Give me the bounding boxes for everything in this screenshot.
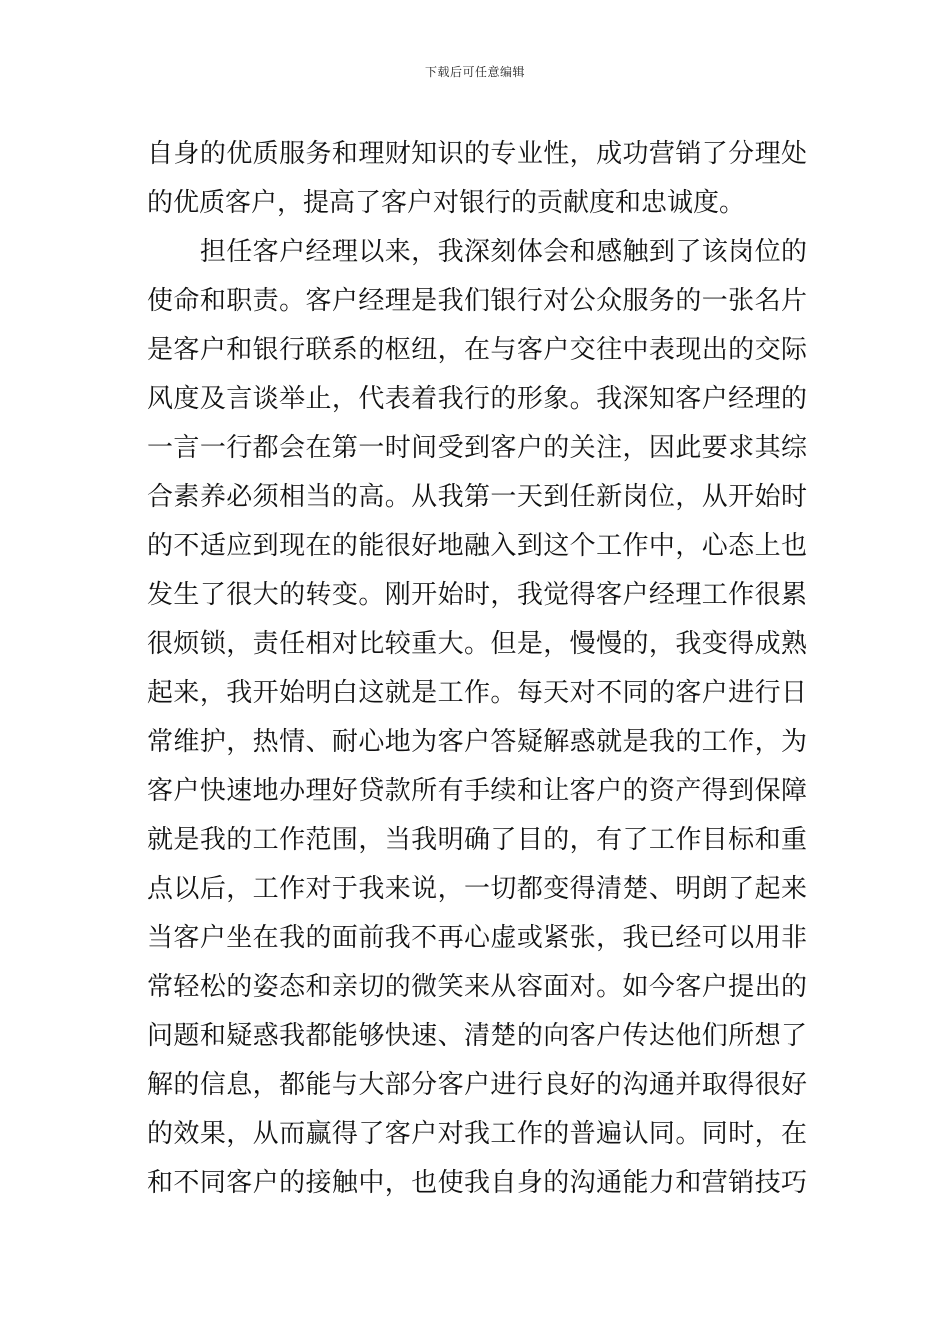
text-line-10: 发生了很大的转变。刚开始时，我觉得客户经理工作很累 [147,580,807,610]
text-line-20: 解的信息，都能与大部分客户进行良好的沟通并取得很好 [147,1070,807,1100]
text-line-3: 担任客户经理以来，我深刻体会和感触到了该岗位的 [147,237,807,267]
text-line-9: 的不适应到现在的能很好地融入到这个工作中，心态上也 [147,531,807,561]
text-line-4: 使命和职责。客户经理是我们银行对公众服务的一张名片 [147,286,807,316]
text-line-18: 常轻松的姿态和亲切的微笑来从容面对。如今客户提出的 [147,972,807,1002]
text-line-19: 问题和疑惑我都能够快速、清楚的向客户传达他们所想了 [147,1021,807,1051]
text-line-7: 一言一行都会在第一时间受到客户的关注，因此要求其综 [147,433,807,463]
text-line-21: 的效果，从而赢得了客户对我工作的普遍认同。同时，在 [147,1119,807,1149]
text-line-15: 就是我的工作范围，当我明确了目的，有了工作目标和重 [147,825,807,855]
document-body [147,130,807,1208]
text-line-5: 是客户和银行联系的枢纽，在与客户交往中表现出的交际 [147,335,807,365]
text-line-1: 自身的优质服务和理财知识的专业性，成功营销了分理处 [147,139,807,169]
text-line-11: 很烦锁，责任相对比较重大。但是，慢慢的，我变得成熟 [147,629,807,659]
text-line-6: 风度及言谈举止，代表着我行的形象。我深知客户经理的 [147,384,807,414]
text-line-17: 当客户坐在我的面前我不再心虚或紧张，我已经可以用非 [147,923,807,953]
text-line-13: 常维护，热情、耐心地为客户答疑解惑就是我的工作，为 [147,727,807,757]
text-line-14: 客户快速地办理好贷款所有手续和让客户的资产得到保障 [147,776,807,806]
text-line-16: 点以后，工作对于我来说，一切都变得清楚、明朗了起来 [147,874,807,904]
text-line-2: 的优质客户，提高了客户对银行的贡献度和忠诚度。 [147,188,746,218]
page-header: 下载后可任意编辑 [424,65,525,79]
text-line-22: 和不同客户的接触中，也使我自身的沟通能力和营销技巧 [147,1168,807,1198]
text-line-12: 起来，我开始明白这就是工作。每天对不同的客户进行日 [147,678,807,708]
text-line-8: 合素养必须相当的高。从我第一天到任新岗位，从开始时 [147,482,807,512]
